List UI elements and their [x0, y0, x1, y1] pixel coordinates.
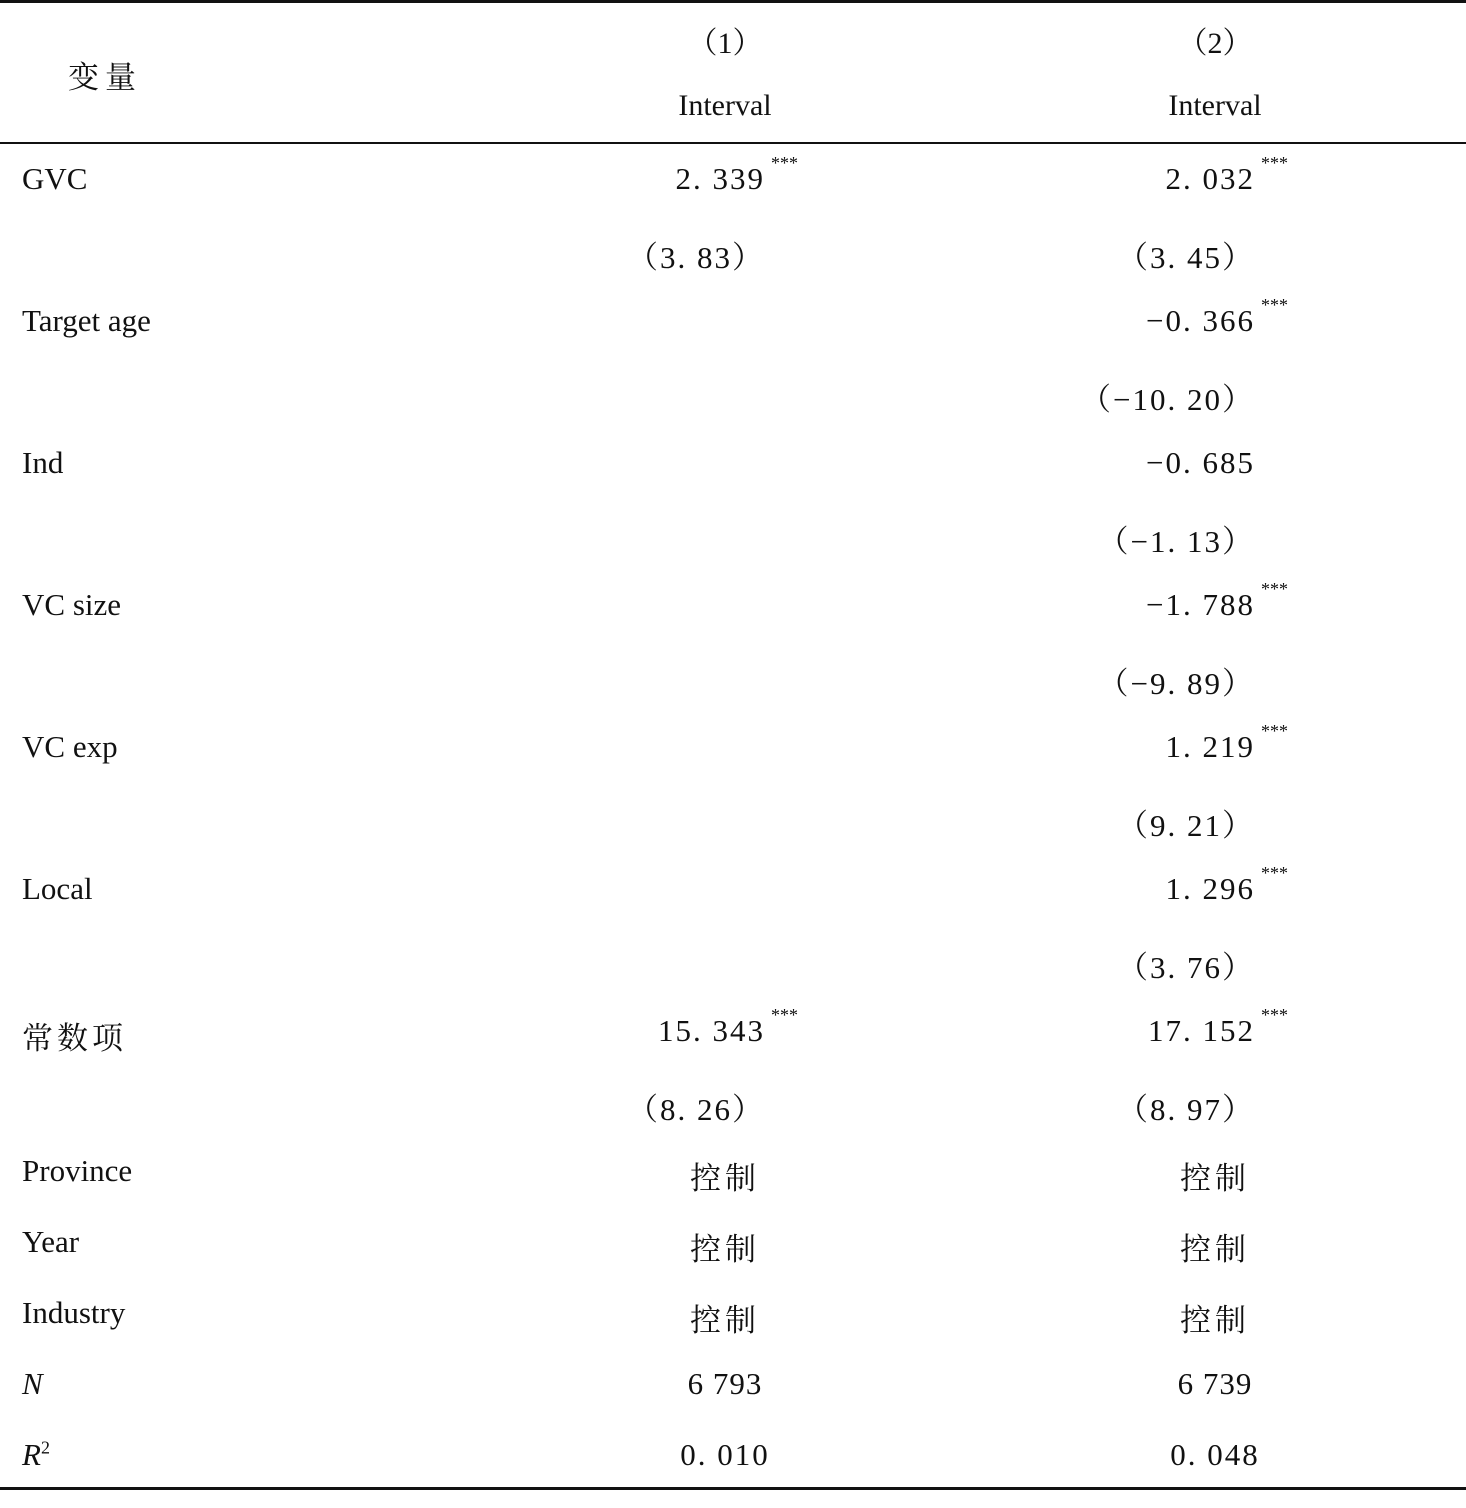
cell-col1: （3. 83）: [627, 240, 765, 275]
column-2-number: （2）: [1177, 27, 1253, 60]
cell-col2: 2. 032: [1165, 161, 1255, 196]
significance-stars: ***: [771, 153, 798, 173]
cell-col2: （−1. 13）: [1097, 524, 1255, 559]
cell-col2: （−10. 20）: [1080, 382, 1255, 417]
row-label: Industry: [22, 1295, 126, 1330]
cell-col1: 控制: [690, 1161, 760, 1196]
row-label: Local: [22, 871, 93, 906]
significance-stars: ***: [1261, 721, 1288, 741]
row-label: Year: [22, 1224, 80, 1259]
significance-stars: ***: [1261, 579, 1288, 599]
table-row: [0, 295, 1466, 374]
r2-superscript: 2: [40, 1437, 50, 1458]
row-label: GVC: [22, 161, 88, 196]
table-row: [0, 721, 1466, 800]
row-label: Ind: [22, 445, 64, 480]
table-row: [0, 445, 1466, 516]
cell-col2: （−9. 89）: [1097, 666, 1255, 701]
table-row: [0, 516, 1466, 587]
table-row: [0, 942, 1466, 1013]
cell-col2: （3. 45）: [1117, 240, 1255, 275]
table-row: [0, 232, 1466, 303]
table-row: [0, 1005, 1466, 1084]
column-1-name: Interval: [678, 89, 772, 122]
row-label: 常数项: [22, 1021, 127, 1056]
cell-col2: 控制: [1180, 1161, 1250, 1196]
r2-col1: 0. 010: [680, 1437, 770, 1472]
table-row: [0, 1224, 1466, 1295]
significance-stars: ***: [1261, 153, 1288, 173]
significance-stars: ***: [1261, 1005, 1288, 1025]
row-label: VC exp: [22, 729, 118, 764]
r2-symbol: R: [22, 1437, 41, 1472]
cell-col2: （9. 21）: [1117, 808, 1255, 843]
significance-stars: ***: [1261, 295, 1288, 315]
r2-label: [22, 1437, 50, 1473]
cell-col2: 17. 152: [1148, 1013, 1255, 1048]
table-row-n: [0, 1366, 1466, 1437]
cell-col1: 15. 343: [658, 1013, 765, 1048]
r2-col2: 0. 048: [1170, 1437, 1260, 1472]
cell-col2: 控制: [1180, 1232, 1250, 1267]
table-row: [0, 800, 1466, 871]
cell-col2: 1. 296: [1165, 871, 1255, 906]
table-row: [0, 1295, 1466, 1366]
cell-col2: （8. 97）: [1117, 1092, 1255, 1127]
significance-stars: ***: [771, 1005, 798, 1025]
row-label: VC size: [22, 587, 122, 622]
cell-col1: （8. 26）: [627, 1092, 765, 1127]
row-label: Province: [22, 1153, 133, 1188]
n-label: N: [22, 1366, 43, 1401]
cell-col2: −0. 366: [1146, 303, 1255, 338]
n-col1: 6 793: [687, 1366, 763, 1401]
cell-col1: 控制: [690, 1303, 760, 1338]
significance-stars: ***: [1261, 863, 1288, 883]
table-row: [0, 1084, 1466, 1155]
table-row-r2: [0, 1437, 1466, 1508]
table-row: [0, 153, 1466, 232]
cell-col2: −0. 685: [1146, 445, 1255, 480]
cell-col2: 1. 219: [1165, 729, 1255, 764]
table-row: [0, 658, 1466, 729]
table-bottom-rule: [0, 1487, 1466, 1490]
table-row: [0, 863, 1466, 942]
column-1-number: （1）: [687, 27, 763, 60]
n-col2: 6 739: [1177, 1366, 1253, 1401]
cell-col2: 控制: [1180, 1303, 1250, 1338]
cell-col2: （3. 76）: [1117, 950, 1255, 985]
cell-col1: 2. 339: [675, 161, 765, 196]
cell-col1: 控制: [690, 1232, 760, 1267]
row-label: Target age: [22, 303, 151, 338]
table-row: [0, 1153, 1466, 1224]
variable-header: 变量: [68, 60, 142, 95]
table-row: [0, 579, 1466, 658]
header-rule: [0, 142, 1466, 144]
column-2-name: Interval: [1168, 89, 1262, 122]
cell-col2: −1. 788: [1146, 587, 1255, 622]
table-top-rule: [0, 0, 1466, 3]
table-row: [0, 374, 1466, 445]
